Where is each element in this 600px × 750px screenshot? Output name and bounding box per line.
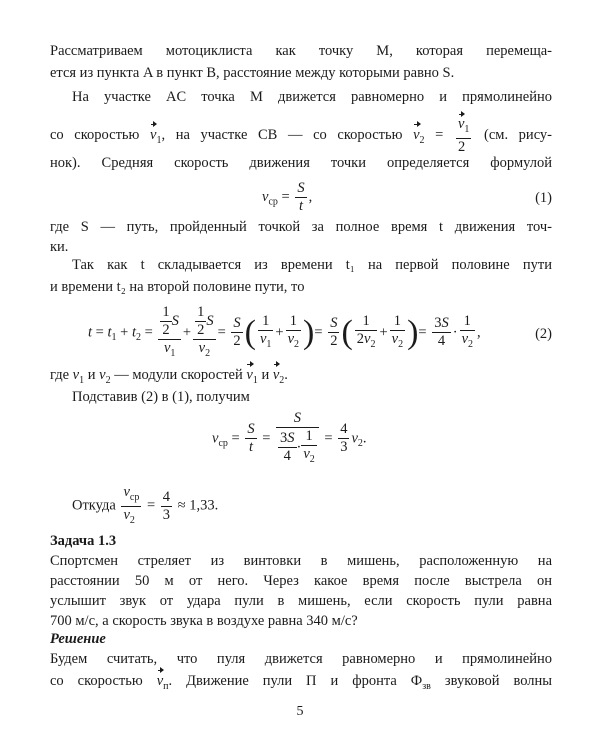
page-number: 5 [296,704,304,719]
paragraph-line: ки. [50,239,69,255]
equation-number: (1) [535,190,552,206]
paragraph-line: расстоянии 50 м от него. Через какое время после выстрела он [50,573,552,589]
paragraph-line: где S — путь, пройденный точкой за полное время t движения точ- [50,219,552,235]
paragraph-line: Спортсмен стреляет из винтовки в мишень, расположенную на [50,553,552,569]
paragraph-line: нок). Средняя скорость движения точки определяется формулой [50,155,552,171]
task-heading: Задача 1.3 [50,533,117,549]
paragraph-line: и времени t₂ на второй половине пути, то [50,279,305,295]
paragraph-line: 700 м/с, а скорость звука в воздухе равна 340 м/с? [50,613,358,629]
paragraph-line-velocities [50,116,552,156]
result-value: ≈ 1,33. [177,497,219,514]
solution-heading: Решение [50,631,106,647]
paragraph-line: услышит звук от удара пули в мишень, если скорость пули равна [50,593,552,609]
paragraph-line: Рассматриваем мотоциклиста как точку M, которая перемеща- [50,43,552,59]
text-fragment: со скоростью [50,673,143,689]
vector-vp: $v_п$ [156,673,169,692]
text-fragment: — модули скоростей [114,367,243,383]
text-fragment: где [50,367,70,383]
text-fragment: (см. рису- [484,126,553,143]
equation-substitution: $v_{ср}$ = $\frac{S}{t}$ = S $\frac{3S}{4}$ · $\frac{1}{v_2}$ = $\frac{4}{3}$ $v_2$. [212,410,367,465]
text-fragment: звуковой волны [444,673,553,689]
paragraph-line-moduli: где $v_1$ и $v_2$ — модули скоростей $v_1$ и $v_2$. [50,367,288,386]
paragraph-line-bullet-speed: со скоростью $v_п$. Движение пули П и фронта $Ф_{зв}$ звуковой волны [50,673,553,692]
text-fragment: и [261,367,270,383]
paragraph-line: ется из пункта A в пункт B, расстояние между которыми равно S. [50,65,455,81]
paragraph-line: Подставив (2) в (1), получим [72,389,250,405]
text-fragment: и [87,367,96,383]
equation-number: (2) [535,326,552,342]
equation-total-time: $t = t_1 + t_2$ = $\frac{1}{2}$ S $v_1$ + $\frac{1}{2}$ S $v_2$ = $\frac{S}{2}$ ( $\frac{1}{v_1}$ + $\frac{1}{v_2}$ )= $\frac{S}{2}$ ( $\frac{1}{2v_2}$ + $\frac{1}{v_2}$ )= $\frac{3S}{4}$ · $\frac{1}{v_2}$ , [88,304,481,359]
text-fragment: , на участке CB — со скоростью [161,126,403,143]
equation-average-speed: $v_{ср}$ = $\frac{S}{t}$ , [262,180,313,214]
formula-v2: $v_2$ = $\frac{v_1}{2}$ [413,116,470,155]
text-fragment: . Движение пули П и фронта Ф [168,673,423,689]
paragraph-line: Будем считать, что пуля движется равномерно и прямолинейно [50,651,552,667]
paragraph-line: Так как t складывается из времени t₁ на первой половине пути [72,257,552,273]
result-line: Откуда $\frac{v_{ср}}{v_2}$ = $\frac{4}{3}$ ≈ 1,33. [72,484,219,526]
text-fragment: Откуда [72,497,116,514]
vector-v1: $v_1$ [150,126,162,146]
text-fragment: со скоростью [50,126,140,143]
paragraph-line: На участке AC точка M движется равномерно и прямолинейно [72,89,552,105]
